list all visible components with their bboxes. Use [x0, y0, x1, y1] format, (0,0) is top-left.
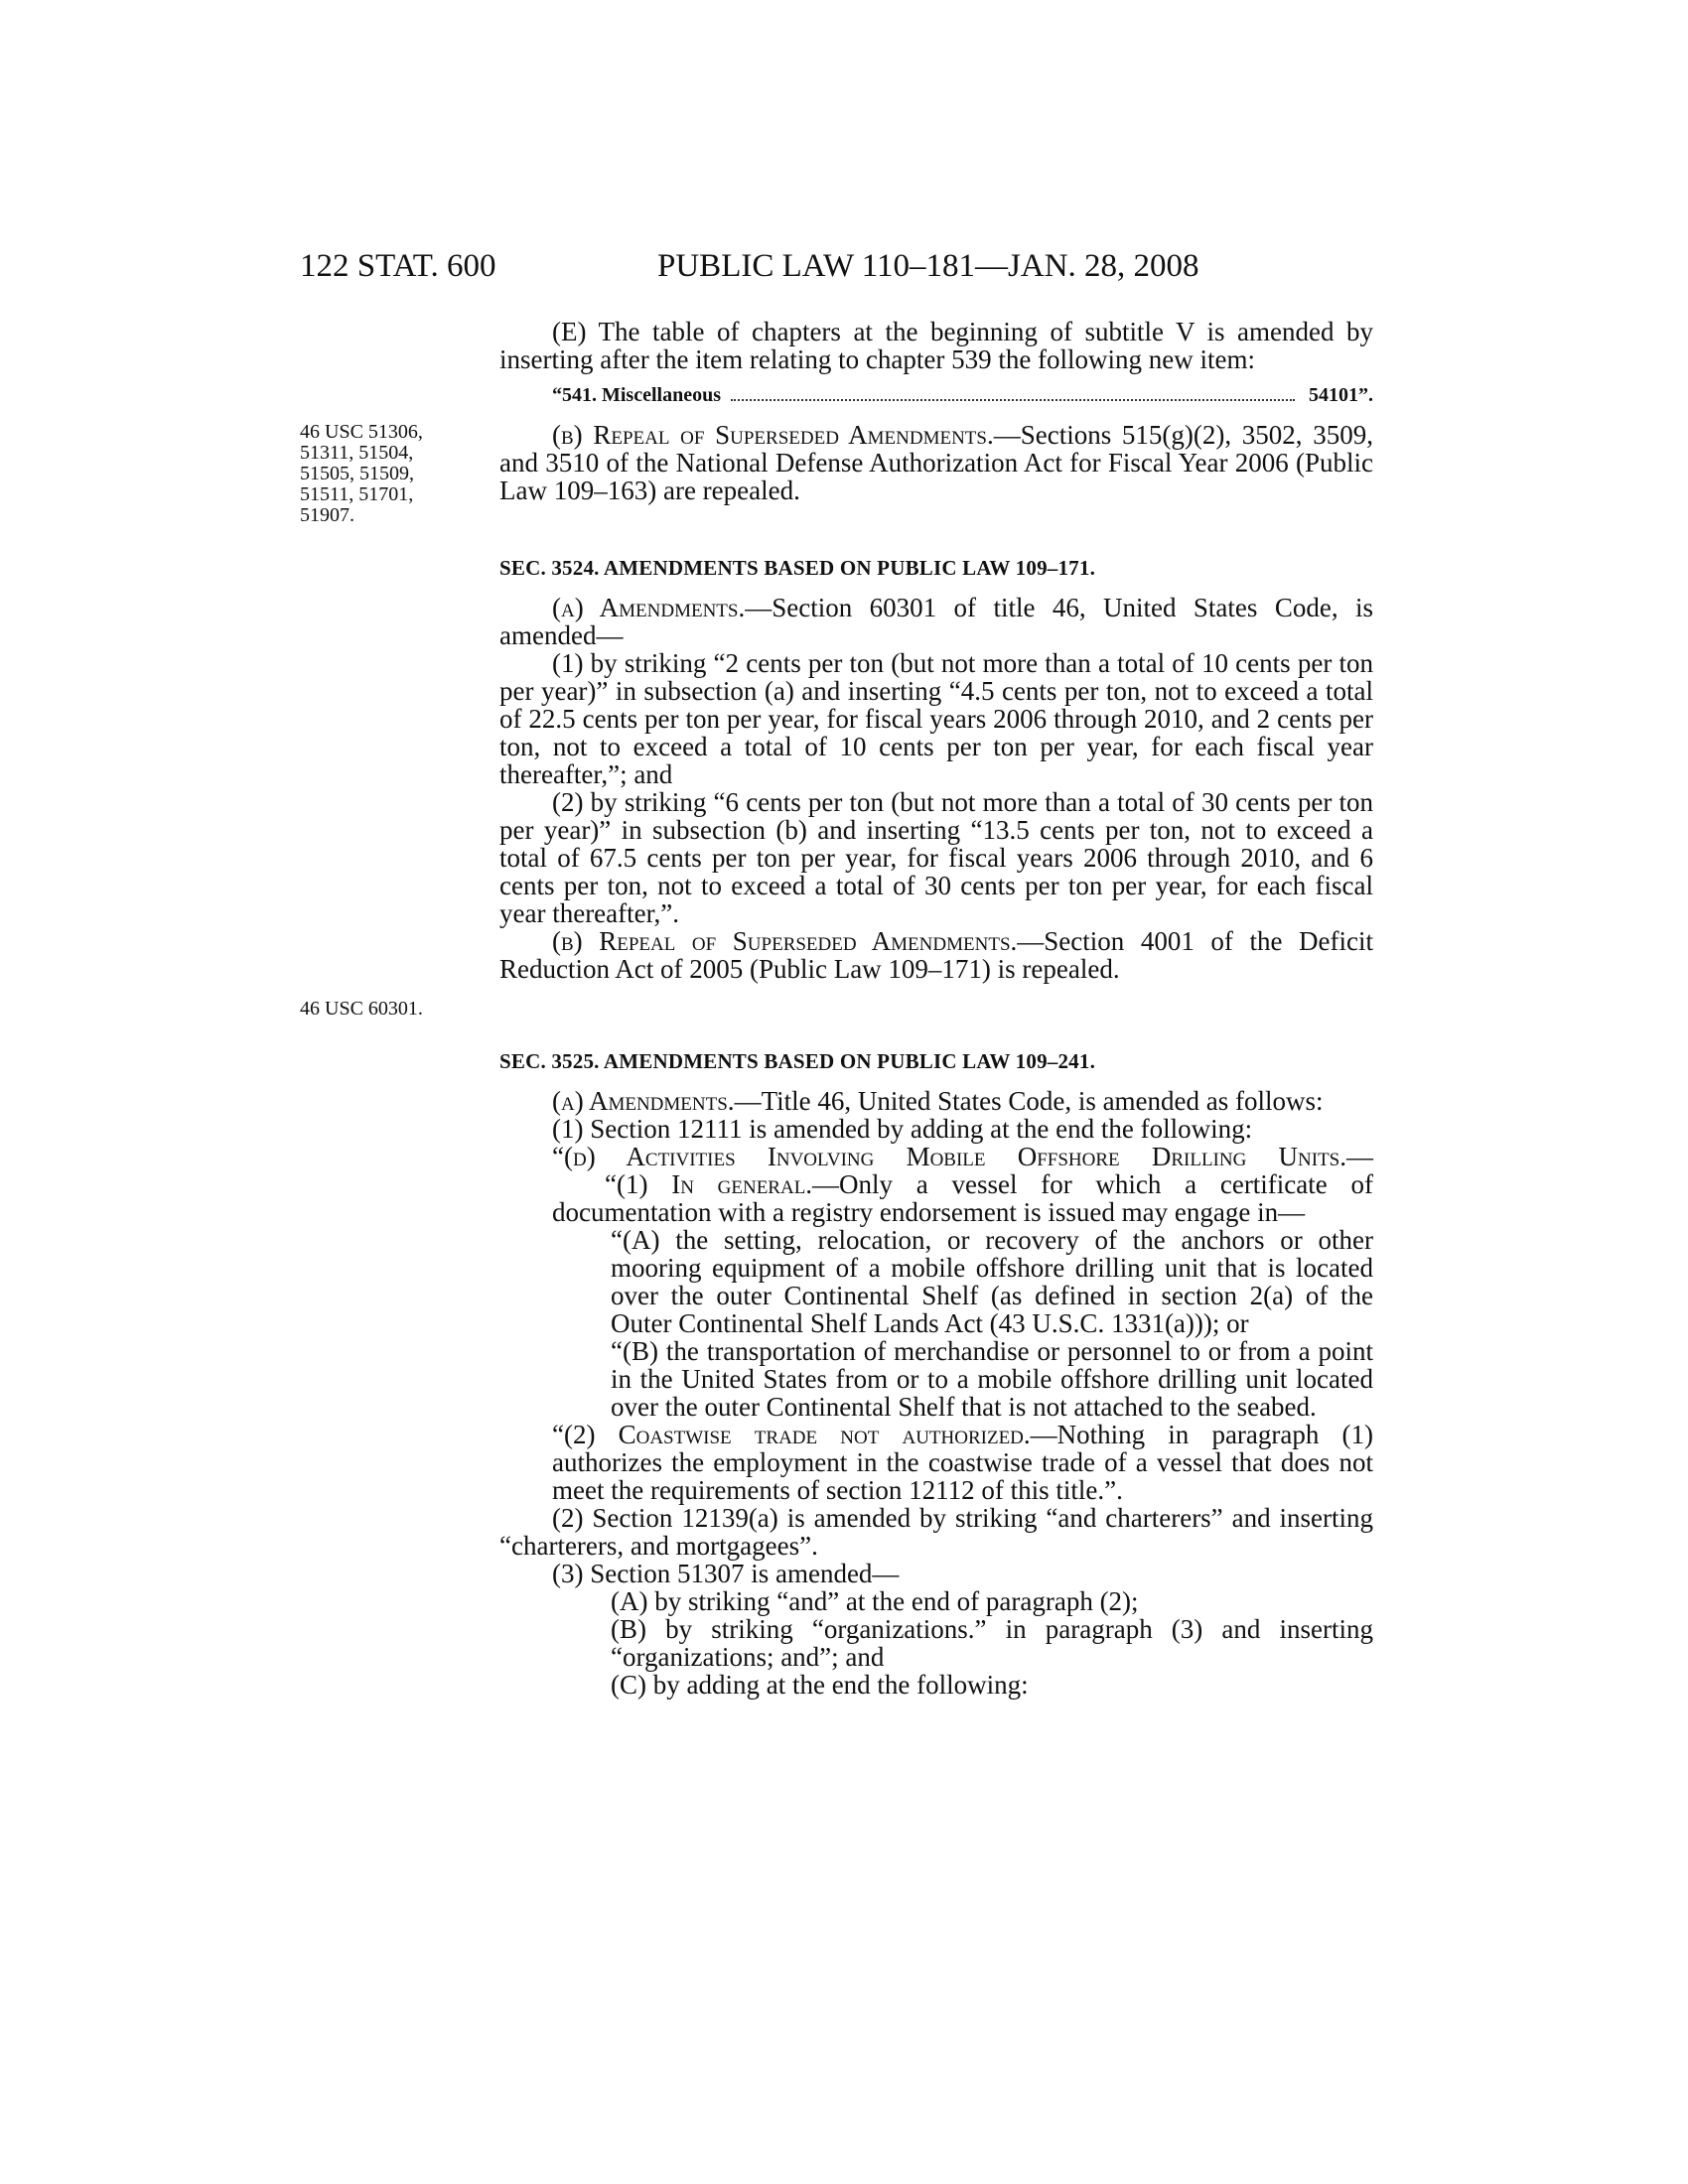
heading-repeal: (b) Repeal of Superseded Amendments. — [552, 926, 1018, 956]
clause-d-1-a: “(A) the setting, relocation, or recovery of the anchors or other mooring equipment of a mobile offshore drilling unit that is located over the outer Continental Shelf (as defined in section 2(a) of the Outer Continental Shelf Lands Act (43 U.S.C. 1331(a))); or — [611, 1225, 1373, 1338]
margin-note-usc-51306 — [300, 422, 423, 526]
repeal-text: —Section 4001 of the Deficit Reduction Act of 2005 (Public Law 109–171) is repealed. — [499, 926, 1373, 984]
coastwise-text: —Nothing in paragraph (1) authorizes the employment in the coastwise trade of a vessel that does not meet the requirements of section 12112 of this title.”. — [552, 1420, 1374, 1505]
margin-line: 51511, 51701, — [300, 483, 414, 505]
paragraph-b-repeal-171 — [499, 927, 1373, 983]
law-title: PUBLIC LAW 110–181—JAN. 28, 2008 — [657, 248, 1199, 284]
toc-item-title: “541. Miscellaneous — [552, 384, 721, 406]
amendments-text: —Section 60301 of title 46, United States Code, is amended— — [499, 593, 1373, 650]
paragraph-a-2: (2) by striking “6 cents per ton (but not more than a total of 30 cents per ton per year)” in subsection (b) and inserting “13.5 cents per ton, not to exceed a total of 67.5 cents per ton per year, for fiscal years 2006 through 2010, and 6 cents per ton, not to exceed a total of 30 cents per ton per year, for each fiscal year thereafter,”. — [499, 787, 1373, 928]
paragraph-a-amendments-title46 — [499, 1087, 1373, 1115]
repeal-text: —Sections 515(g)(2), 3502, 3509, and 3510 of the National Defense Authorization Act for Fiscal Year 2006 (Public Law 109–163) are repealed. — [499, 420, 1373, 505]
paragraph-e: (E) The table of chapters at the beginning of subtitle V is amended by inserting after the item relating to chapter 539 the following new item: — [499, 317, 1373, 374]
clause-d-1-b: “(B) the transportation of merchandise or personnel to or from a point in the United States from or to a mobile offshore drilling unit located over the outer Continental Shelf that is not attached to the seabed. — [611, 1336, 1373, 1422]
section-heading-3524: SEC. 3524. AMENDMENTS BASED ON PUBLIC LAW 109–171. — [499, 556, 1096, 580]
subparagraph-3-c: (C) by adding at the end the following: — [611, 1670, 1029, 1700]
subsection-d-heading: “(d) Activities Involving Mobile Offshore Drilling Units.— — [552, 1142, 1373, 1171]
toc-item-section: 54101”. — [1309, 384, 1373, 406]
heading-amendments: (a) Amendments. — [552, 1086, 735, 1116]
section-3523-tail — [499, 318, 1373, 504]
heading-coastwise: “(2) Coastwise trade not authorized. — [552, 1420, 1031, 1449]
paragraph-d-2 — [552, 1421, 1373, 1504]
in-general-text: —Only a vessel for which a certificate of documentation with a registry endorsement is issued may engage in— — [552, 1169, 1373, 1227]
margin-line: 51505, 51509, — [300, 463, 414, 484]
page-header — [300, 248, 1374, 288]
paragraph-d-1 — [552, 1170, 1373, 1226]
heading-in-general: “(1) In general. — [605, 1169, 813, 1199]
margin-line: 51311, 51504, — [300, 442, 414, 464]
amendments-text: —Title 46, United States Code, is amended as follows: — [734, 1086, 1324, 1116]
section-heading-3525: SEC. 3525. AMENDMENTS BASED ON PUBLIC LAW 109–241. — [499, 1049, 1096, 1073]
section-3525 — [499, 1047, 1373, 1699]
stat-page-number: 122 STAT. 600 — [300, 248, 496, 284]
margin-line: 46 USC 51306, — [300, 421, 423, 443]
margin-line: 51907. — [300, 504, 354, 526]
subparagraph-3-a: (A) by striking “and” at the end of paragraph (2); — [611, 1586, 1139, 1616]
heading-amendments: (a) Amendments. — [552, 593, 746, 622]
margin-note-usc-60301: 46 USC 60301. — [300, 998, 423, 1020]
section-3524 — [499, 554, 1373, 983]
subparagraph-3-b: (B) by striking “organizations.” in paragraph (3) and inserting “organizations; and”; and — [611, 1614, 1373, 1672]
paragraph-a-amendments — [499, 594, 1373, 649]
paragraph-b-repeal-163 — [499, 421, 1373, 504]
paragraph-1-section-12111: (1) Section 12111 is amended by adding at the end the following: — [552, 1114, 1253, 1144]
paragraph-3-section-51307: (3) Section 51307 is amended— — [552, 1559, 900, 1588]
heading-repeal: (b) Repeal of Superseded Amendments. — [552, 420, 994, 450]
toc-item — [552, 381, 1373, 409]
paragraph-a-1: (1) by striking “2 cents per ton (but not more than a total of 10 cents per ton per year)” in subsection (a) and inserting “4.5 cents per ton, not to exceed a total of 22.5 cents per ton per year, for fiscal years 2006 through 2010, and 2 cents per ton, not to exceed a total of 10 cents per ton per year, for each fiscal year thereafter,”; and — [499, 648, 1373, 789]
paragraph-2-section-12139: (2) Section 12139(a) is amended by striking “and charterers” and inserting “charterers, and mortgagees”. — [499, 1503, 1373, 1561]
toc-leader — [731, 399, 1295, 401]
